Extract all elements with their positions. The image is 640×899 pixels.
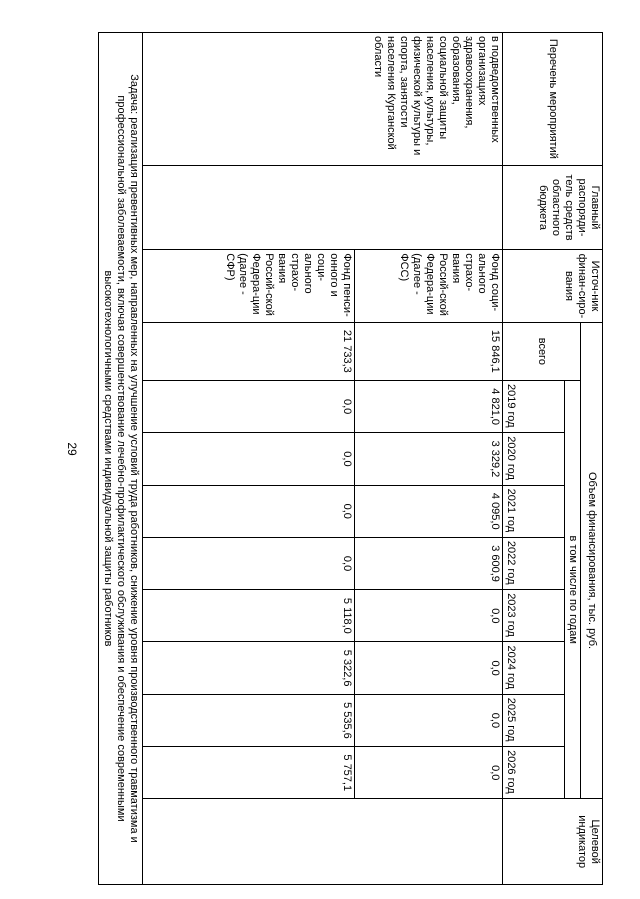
table-row	[355, 33, 503, 885]
header-measures: Перечень мероприятий	[503, 33, 603, 166]
document-body	[102, 32, 603, 885]
year-value: 0,0	[355, 642, 503, 694]
year-value: 0,0	[355, 747, 503, 799]
year-value: 4 095,0	[355, 485, 503, 537]
indicator-cell	[143, 799, 503, 885]
year-value: 0,0	[143, 537, 355, 589]
year-value: 5 757,1	[143, 747, 355, 799]
header-year: 2022 год	[503, 537, 565, 589]
year-value: 5 535,6	[143, 694, 355, 746]
header-indicator: Целевой индикатор	[503, 799, 603, 885]
year-value: 3 329,2	[355, 433, 503, 485]
year-value: 4 821,0	[355, 381, 503, 433]
task-row	[99, 33, 143, 885]
total-cell: 21 733,3	[143, 322, 355, 380]
year-value: 0,0	[143, 433, 355, 485]
header-by-years: в том числе по годам	[565, 381, 581, 799]
year-value: 5 118,0	[143, 590, 355, 642]
task-text: Задача: реализация превентивных мер, направленных на улучшение условий труда работников, снижение уровня производственного травматизма и профессиональной заболеваемости, включая совершенствование лечебно-профилактического обслуживания и обеспечение современными высокотехнологичными средствами индивидуальной защиты работников	[99, 33, 143, 885]
header-source: Источ-ник финан-сиро-вания	[503, 250, 603, 322]
header-year: 2024 год	[503, 642, 565, 694]
header-manager: Главный распоряди-тель средств областного бюджета	[503, 165, 603, 249]
year-value: 0,0	[143, 381, 355, 433]
measure-cell: в подведомственных организациях здравоохранения, образования, социальной защиты населения, культуры, физической культуры и спорта, занятости населения Курганской области	[143, 33, 503, 166]
funding-table	[98, 32, 603, 885]
header-funding: Объем финансирования, тыс. руб.	[581, 322, 603, 799]
header-year: 2023 год	[503, 590, 565, 642]
year-value: 3 600,9	[355, 537, 503, 589]
year-value: 0,0	[355, 590, 503, 642]
source-cell: Фонд пенси-онного и соци-ального страхо-вания Россий-ской Федера-ции (далее - СФР)	[143, 250, 355, 322]
year-value: 5 322,6	[143, 642, 355, 694]
header-year: 2021 год	[503, 485, 565, 537]
header-year: 2026 год	[503, 747, 565, 799]
year-value: 0,0	[143, 485, 355, 537]
manager-cell	[143, 165, 503, 249]
rotated-page	[102, 32, 603, 885]
year-value: 0,0	[355, 694, 503, 746]
page-number: 29	[65, 442, 79, 456]
header-year: 2019 год	[503, 381, 565, 433]
header-year: 2025 год	[503, 694, 565, 746]
header-total: всего	[503, 322, 581, 380]
header-year: 2020 год	[503, 433, 565, 485]
source-cell: Фонд соци-ального страхо-вания Россий-ской Федера-ции (далее - ФСС)	[355, 250, 503, 322]
total-cell: 15 846,1	[355, 322, 503, 380]
